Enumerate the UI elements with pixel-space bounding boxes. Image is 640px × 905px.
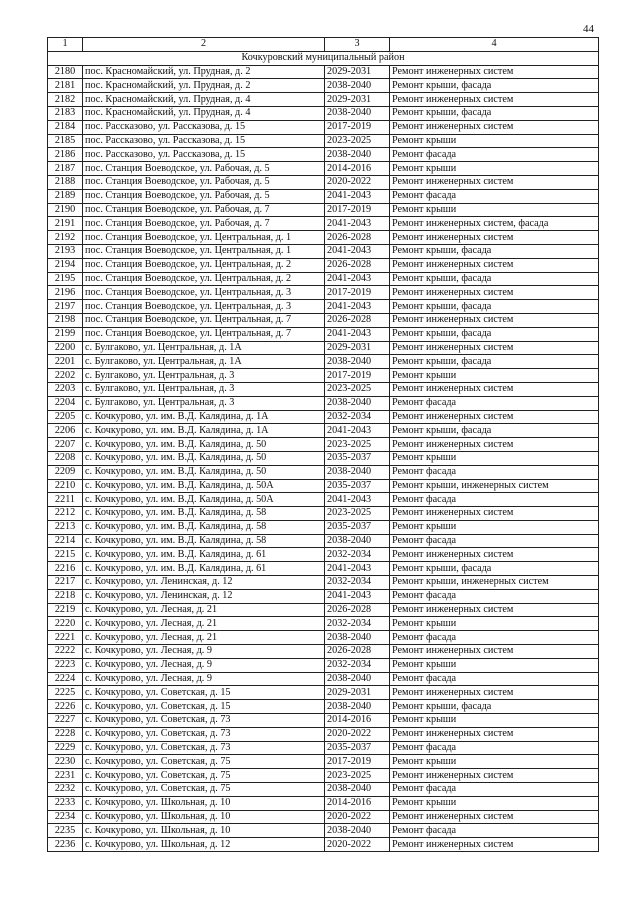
table-row xyxy=(48,451,599,465)
table-row xyxy=(48,631,599,645)
row-number: 2214 xyxy=(48,534,83,548)
period-cell: 2026-2028 xyxy=(325,645,390,659)
table-row xyxy=(48,286,599,300)
address-cell: с. Кочкурово, ул. Лесная, д. 9 xyxy=(83,672,325,686)
work-type-cell: Ремонт крыши, фасада xyxy=(390,79,599,93)
period-cell: 2032-2034 xyxy=(325,617,390,631)
row-number: 2228 xyxy=(48,727,83,741)
table-row xyxy=(48,810,599,824)
row-number: 2189 xyxy=(48,189,83,203)
work-type-cell: Ремонт крыши xyxy=(390,755,599,769)
table-row xyxy=(48,479,599,493)
period-cell: 2038-2040 xyxy=(325,106,390,120)
table-row xyxy=(48,548,599,562)
row-number: 2193 xyxy=(48,244,83,258)
column-header: 1 xyxy=(48,38,83,52)
section-title: Кочкуровский муниципальный район xyxy=(48,51,599,65)
period-cell: 2023-2025 xyxy=(325,507,390,521)
table-row xyxy=(48,244,599,258)
row-number: 2230 xyxy=(48,755,83,769)
work-type-cell: Ремонт крыши xyxy=(390,617,599,631)
address-cell: пос. Станция Воеводское, ул. Центральная, д. 1 xyxy=(83,231,325,245)
table-row xyxy=(48,562,599,576)
work-type-cell: Ремонт фасада xyxy=(390,493,599,507)
address-cell: пос. Рассказово, ул. Рассказова, д. 15 xyxy=(83,134,325,148)
address-cell: пос. Станция Воеводское, ул. Рабочая, д. 7 xyxy=(83,217,325,231)
work-type-cell: Ремонт инженерных систем xyxy=(390,410,599,424)
period-cell: 2038-2040 xyxy=(325,465,390,479)
work-type-cell: Ремонт крыши xyxy=(390,658,599,672)
address-cell: с. Кочкурово, ул. им. В.Д. Калядина, д. 1А xyxy=(83,424,325,438)
work-type-cell: Ремонт крыши, фасада xyxy=(390,327,599,341)
section-row xyxy=(48,51,599,65)
row-number: 2215 xyxy=(48,548,83,562)
table-row xyxy=(48,617,599,631)
work-type-cell: Ремонт фасада xyxy=(390,783,599,797)
work-type-cell: Ремонт крыши, фасада xyxy=(390,300,599,314)
row-number: 2202 xyxy=(48,369,83,383)
row-number: 2229 xyxy=(48,741,83,755)
work-type-cell: Ремонт крыши, фасада xyxy=(390,700,599,714)
work-type-cell: Ремонт крыши, фасада xyxy=(390,272,599,286)
work-type-cell: Ремонт фасада xyxy=(390,589,599,603)
table-row xyxy=(48,493,599,507)
work-type-cell: Ремонт инженерных систем xyxy=(390,438,599,452)
address-cell: с. Булгаково, ул. Центральная, д. 3 xyxy=(83,382,325,396)
row-number: 2192 xyxy=(48,231,83,245)
work-type-cell: Ремонт крыши xyxy=(390,134,599,148)
period-cell: 2023-2025 xyxy=(325,134,390,148)
row-number: 2223 xyxy=(48,658,83,672)
table-row xyxy=(48,465,599,479)
row-number: 2188 xyxy=(48,175,83,189)
address-cell: пос. Станция Воеводское, ул. Центральная, д. 1 xyxy=(83,244,325,258)
work-type-cell: Ремонт крыши xyxy=(390,714,599,728)
work-type-cell: Ремонт инженерных систем xyxy=(390,603,599,617)
table-row xyxy=(48,438,599,452)
address-cell: пос. Станция Воеводское, ул. Центральная, д. 3 xyxy=(83,286,325,300)
row-number: 2187 xyxy=(48,162,83,176)
work-type-cell: Ремонт крыши, инженерных систем xyxy=(390,576,599,590)
row-number: 2194 xyxy=(48,258,83,272)
work-type-cell: Ремонт инженерных систем xyxy=(390,548,599,562)
period-cell: 2038-2040 xyxy=(325,783,390,797)
work-type-cell: Ремонт крыши, фасада xyxy=(390,106,599,120)
address-cell: с. Кочкурово, ул. Ленинская, д. 12 xyxy=(83,576,325,590)
period-cell: 2029-2031 xyxy=(325,65,390,79)
period-cell: 2032-2034 xyxy=(325,548,390,562)
address-cell: с. Кочкурово, ул. Лесная, д. 21 xyxy=(83,631,325,645)
address-cell: пос. Станция Воеводское, ул. Рабочая, д. 5 xyxy=(83,162,325,176)
row-number: 2212 xyxy=(48,507,83,521)
table-row xyxy=(48,189,599,203)
repair-schedule-table xyxy=(47,37,599,852)
period-cell: 2038-2040 xyxy=(325,631,390,645)
work-type-cell: Ремонт инженерных систем xyxy=(390,286,599,300)
period-cell: 2023-2025 xyxy=(325,769,390,783)
period-cell: 2032-2034 xyxy=(325,658,390,672)
period-cell: 2014-2016 xyxy=(325,162,390,176)
table-row xyxy=(48,396,599,410)
address-cell: с. Кочкурово, ул. Лесная, д. 21 xyxy=(83,617,325,631)
period-cell: 2038-2040 xyxy=(325,824,390,838)
work-type-cell: Ремонт фасада xyxy=(390,824,599,838)
address-cell: с. Кочкурово, ул. им. В.Д. Калядина, д. 58 xyxy=(83,507,325,521)
row-number: 2222 xyxy=(48,645,83,659)
address-cell: с. Кочкурово, ул. Советская, д. 15 xyxy=(83,700,325,714)
row-number: 2198 xyxy=(48,313,83,327)
address-cell: с. Кочкурово, ул. им. В.Д. Калядина, д. 1А xyxy=(83,410,325,424)
address-cell: с. Кочкурово, ул. Советская, д. 75 xyxy=(83,755,325,769)
work-type-cell: Ремонт фасада xyxy=(390,148,599,162)
table-row xyxy=(48,576,599,590)
work-type-cell: Ремонт крыши, фасада xyxy=(390,355,599,369)
period-cell: 2041-2043 xyxy=(325,562,390,576)
address-cell: пос. Станция Воеводское, ул. Центральная, д. 2 xyxy=(83,258,325,272)
work-type-cell: Ремонт инженерных систем xyxy=(390,810,599,824)
period-cell: 2020-2022 xyxy=(325,175,390,189)
table-row xyxy=(48,672,599,686)
period-cell: 2026-2028 xyxy=(325,603,390,617)
address-cell: с. Кочкурово, ул. Школьная, д. 12 xyxy=(83,838,325,852)
period-cell: 2041-2043 xyxy=(325,244,390,258)
row-number: 2234 xyxy=(48,810,83,824)
row-number: 2199 xyxy=(48,327,83,341)
table-row xyxy=(48,162,599,176)
table-row xyxy=(48,507,599,521)
table-row xyxy=(48,424,599,438)
table-row xyxy=(48,658,599,672)
row-number: 2220 xyxy=(48,617,83,631)
work-type-cell: Ремонт фасада xyxy=(390,631,599,645)
work-type-cell: Ремонт фасада xyxy=(390,465,599,479)
table-row xyxy=(48,313,599,327)
row-number: 2236 xyxy=(48,838,83,852)
address-cell: с. Булгаково, ул. Центральная, д. 1А xyxy=(83,341,325,355)
row-number: 2233 xyxy=(48,796,83,810)
row-number: 2181 xyxy=(48,79,83,93)
address-cell: с. Кочкурово, ул. Школьная, д. 10 xyxy=(83,824,325,838)
work-type-cell: Ремонт инженерных систем xyxy=(390,838,599,852)
address-cell: с. Кочкурово, ул. Школьная, д. 10 xyxy=(83,796,325,810)
address-cell: пос. Красномайский, ул. Прудная, д. 2 xyxy=(83,65,325,79)
row-number: 2201 xyxy=(48,355,83,369)
work-type-cell: Ремонт крыши, фасада xyxy=(390,562,599,576)
period-cell: 2032-2034 xyxy=(325,410,390,424)
period-cell: 2023-2025 xyxy=(325,438,390,452)
work-type-cell: Ремонт инженерных систем xyxy=(390,175,599,189)
row-number: 2209 xyxy=(48,465,83,479)
address-cell: пос. Станция Воеводское, ул. Центральная, д. 3 xyxy=(83,300,325,314)
address-cell: с. Кочкурово, ул. Советская, д. 73 xyxy=(83,741,325,755)
work-type-cell: Ремонт инженерных систем, фасада xyxy=(390,217,599,231)
address-cell: пос. Станция Воеводское, ул. Центральная, д. 7 xyxy=(83,327,325,341)
table-row xyxy=(48,355,599,369)
row-number: 2235 xyxy=(48,824,83,838)
address-cell: с. Кочкурово, ул. Ленинская, д. 12 xyxy=(83,589,325,603)
row-number: 2219 xyxy=(48,603,83,617)
column-header: 3 xyxy=(325,38,390,52)
row-number: 2227 xyxy=(48,714,83,728)
table-row xyxy=(48,686,599,700)
row-number: 2210 xyxy=(48,479,83,493)
work-type-cell: Ремонт крыши xyxy=(390,451,599,465)
row-number: 2232 xyxy=(48,783,83,797)
address-cell: пос. Станция Воеводское, ул. Центральная, д. 7 xyxy=(83,313,325,327)
address-cell: с. Булгаково, ул. Центральная, д. 3 xyxy=(83,369,325,383)
address-cell: пос. Красномайский, ул. Прудная, д. 2 xyxy=(83,79,325,93)
table-row xyxy=(48,175,599,189)
row-number: 2197 xyxy=(48,300,83,314)
table-row xyxy=(48,382,599,396)
row-number: 2200 xyxy=(48,341,83,355)
work-type-cell: Ремонт фасада xyxy=(390,672,599,686)
table-row xyxy=(48,369,599,383)
table-row xyxy=(48,741,599,755)
row-number: 2184 xyxy=(48,120,83,134)
row-number: 2221 xyxy=(48,631,83,645)
table-row xyxy=(48,258,599,272)
table-row xyxy=(48,65,599,79)
address-cell: с. Кочкурово, ул. Советская, д. 75 xyxy=(83,769,325,783)
row-number: 2207 xyxy=(48,438,83,452)
table-row xyxy=(48,272,599,286)
row-number: 2191 xyxy=(48,217,83,231)
row-number: 2226 xyxy=(48,700,83,714)
work-type-cell: Ремонт крыши xyxy=(390,520,599,534)
table-row xyxy=(48,300,599,314)
address-cell: с. Кочкурово, ул. Советская, д. 73 xyxy=(83,727,325,741)
row-number: 2182 xyxy=(48,93,83,107)
work-type-cell: Ремонт инженерных систем xyxy=(390,313,599,327)
table-row xyxy=(48,217,599,231)
row-number: 2213 xyxy=(48,520,83,534)
work-type-cell: Ремонт инженерных систем xyxy=(390,341,599,355)
work-type-cell: Ремонт инженерных систем xyxy=(390,258,599,272)
period-cell: 2020-2022 xyxy=(325,810,390,824)
address-cell: пос. Станция Воеводское, ул. Рабочая, д. 7 xyxy=(83,203,325,217)
work-type-cell: Ремонт крыши xyxy=(390,203,599,217)
period-cell: 2035-2037 xyxy=(325,520,390,534)
address-cell: пос. Станция Воеводское, ул. Рабочая, д. 5 xyxy=(83,189,325,203)
period-cell: 2017-2019 xyxy=(325,120,390,134)
row-number: 2204 xyxy=(48,396,83,410)
column-number-row xyxy=(48,38,599,52)
table-row xyxy=(48,589,599,603)
row-number: 2231 xyxy=(48,769,83,783)
table-row xyxy=(48,796,599,810)
period-cell: 2041-2043 xyxy=(325,300,390,314)
period-cell: 2035-2037 xyxy=(325,479,390,493)
work-type-cell: Ремонт фасада xyxy=(390,534,599,548)
work-type-cell: Ремонт инженерных систем xyxy=(390,769,599,783)
period-cell: 2035-2037 xyxy=(325,451,390,465)
table-row xyxy=(48,520,599,534)
period-cell: 2026-2028 xyxy=(325,231,390,245)
period-cell: 2029-2031 xyxy=(325,341,390,355)
table-row xyxy=(48,769,599,783)
period-cell: 2017-2019 xyxy=(325,203,390,217)
period-cell: 2038-2040 xyxy=(325,148,390,162)
page-number: 44 xyxy=(583,23,594,35)
address-cell: с. Кочкурово, ул. им. В.Д. Калядина, д. 50А xyxy=(83,479,325,493)
period-cell: 2020-2022 xyxy=(325,727,390,741)
period-cell: 2017-2019 xyxy=(325,755,390,769)
row-number: 2211 xyxy=(48,493,83,507)
table-row xyxy=(48,93,599,107)
address-cell: с. Кочкурово, ул. Школьная, д. 10 xyxy=(83,810,325,824)
row-number: 2205 xyxy=(48,410,83,424)
address-cell: пос. Красномайский, ул. Прудная, д. 4 xyxy=(83,93,325,107)
table-row xyxy=(48,534,599,548)
row-number: 2190 xyxy=(48,203,83,217)
period-cell: 2041-2043 xyxy=(325,217,390,231)
table-row xyxy=(48,755,599,769)
work-type-cell: Ремонт инженерных систем xyxy=(390,93,599,107)
work-type-cell: Ремонт инженерных систем xyxy=(390,507,599,521)
work-type-cell: Ремонт инженерных систем xyxy=(390,686,599,700)
work-type-cell: Ремонт инженерных систем xyxy=(390,645,599,659)
work-type-cell: Ремонт инженерных систем xyxy=(390,65,599,79)
row-number: 2217 xyxy=(48,576,83,590)
row-number: 2185 xyxy=(48,134,83,148)
address-cell: пос. Красномайский, ул. Прудная, д. 4 xyxy=(83,106,325,120)
table-row xyxy=(48,603,599,617)
table-row xyxy=(48,838,599,852)
table-row xyxy=(48,341,599,355)
period-cell: 2041-2043 xyxy=(325,589,390,603)
address-cell: с. Кочкурово, ул. Лесная, д. 9 xyxy=(83,658,325,672)
period-cell: 2017-2019 xyxy=(325,369,390,383)
work-type-cell: Ремонт фасада xyxy=(390,741,599,755)
table-row xyxy=(48,727,599,741)
work-type-cell: Ремонт инженерных систем xyxy=(390,231,599,245)
address-cell: с. Кочкурово, ул. им. В.Д. Калядина, д. 61 xyxy=(83,562,325,576)
period-cell: 2041-2043 xyxy=(325,189,390,203)
address-cell: с. Кочкурово, ул. им. В.Д. Калядина, д. 50 xyxy=(83,438,325,452)
table-row xyxy=(48,106,599,120)
period-cell: 2038-2040 xyxy=(325,672,390,686)
work-type-cell: Ремонт крыши, фасада xyxy=(390,424,599,438)
address-cell: с. Булгаково, ул. Центральная, д. 1А xyxy=(83,355,325,369)
period-cell: 2020-2022 xyxy=(325,838,390,852)
table-row xyxy=(48,327,599,341)
work-type-cell: Ремонт крыши, инженерных систем xyxy=(390,479,599,493)
work-type-cell: Ремонт фасада xyxy=(390,189,599,203)
table-row xyxy=(48,120,599,134)
row-number: 2203 xyxy=(48,382,83,396)
period-cell: 2038-2040 xyxy=(325,396,390,410)
row-number: 2186 xyxy=(48,148,83,162)
period-cell: 2029-2031 xyxy=(325,686,390,700)
row-number: 2183 xyxy=(48,106,83,120)
period-cell: 2017-2019 xyxy=(325,286,390,300)
address-cell: с. Кочкурово, ул. им. В.Д. Калядина, д. 58 xyxy=(83,520,325,534)
period-cell: 2035-2037 xyxy=(325,741,390,755)
address-cell: пос. Станция Воеводское, ул. Рабочая, д. 5 xyxy=(83,175,325,189)
period-cell: 2041-2043 xyxy=(325,424,390,438)
address-cell: с. Кочкурово, ул. им. В.Д. Калядина, д. 58 xyxy=(83,534,325,548)
work-type-cell: Ремонт инженерных систем xyxy=(390,382,599,396)
address-cell: с. Кочкурово, ул. Лесная, д. 9 xyxy=(83,645,325,659)
table-row xyxy=(48,231,599,245)
work-type-cell: Ремонт крыши xyxy=(390,796,599,810)
address-cell: с. Булгаково, ул. Центральная, д. 3 xyxy=(83,396,325,410)
period-cell: 2014-2016 xyxy=(325,796,390,810)
work-type-cell: Ремонт инженерных систем xyxy=(390,120,599,134)
period-cell: 2038-2040 xyxy=(325,355,390,369)
address-cell: с. Кочкурово, ул. им. В.Д. Калядина, д. 50 xyxy=(83,451,325,465)
address-cell: с. Кочкурово, ул. Советская, д. 75 xyxy=(83,783,325,797)
table-row xyxy=(48,824,599,838)
period-cell: 2026-2028 xyxy=(325,313,390,327)
period-cell: 2038-2040 xyxy=(325,700,390,714)
column-header: 4 xyxy=(390,38,599,52)
table-row xyxy=(48,700,599,714)
work-type-cell: Ремонт крыши, фасада xyxy=(390,244,599,258)
table-row xyxy=(48,79,599,93)
table-row xyxy=(48,645,599,659)
address-cell: с. Кочкурово, ул. Советская, д. 15 xyxy=(83,686,325,700)
row-number: 2196 xyxy=(48,286,83,300)
period-cell: 2038-2040 xyxy=(325,79,390,93)
address-cell: с. Кочкурово, ул. Советская, д. 73 xyxy=(83,714,325,728)
table-row xyxy=(48,203,599,217)
table-row xyxy=(48,410,599,424)
row-number: 2224 xyxy=(48,672,83,686)
table-row xyxy=(48,714,599,728)
table-row xyxy=(48,783,599,797)
row-number: 2218 xyxy=(48,589,83,603)
work-type-cell: Ремонт крыши xyxy=(390,162,599,176)
work-type-cell: Ремонт инженерных систем xyxy=(390,727,599,741)
period-cell: 2029-2031 xyxy=(325,93,390,107)
address-cell: с. Кочкурово, ул. Лесная, д. 21 xyxy=(83,603,325,617)
period-cell: 2041-2043 xyxy=(325,493,390,507)
row-number: 2208 xyxy=(48,451,83,465)
period-cell: 2041-2043 xyxy=(325,272,390,286)
row-number: 2206 xyxy=(48,424,83,438)
row-number: 2195 xyxy=(48,272,83,286)
period-cell: 2026-2028 xyxy=(325,258,390,272)
column-header: 2 xyxy=(83,38,325,52)
address-cell: пос. Рассказово, ул. Рассказова, д. 15 xyxy=(83,148,325,162)
address-cell: с. Кочкурово, ул. им. В.Д. Калядина, д. 61 xyxy=(83,548,325,562)
table-row xyxy=(48,148,599,162)
address-cell: с. Кочкурово, ул. им. В.Д. Калядина, д. 50 xyxy=(83,465,325,479)
period-cell: 2032-2034 xyxy=(325,576,390,590)
address-cell: пос. Станция Воеводское, ул. Центральная, д. 2 xyxy=(83,272,325,286)
period-cell: 2014-2016 xyxy=(325,714,390,728)
work-type-cell: Ремонт крыши xyxy=(390,369,599,383)
table-row xyxy=(48,134,599,148)
row-number: 2225 xyxy=(48,686,83,700)
period-cell: 2023-2025 xyxy=(325,382,390,396)
row-number: 2180 xyxy=(48,65,83,79)
period-cell: 2038-2040 xyxy=(325,534,390,548)
period-cell: 2041-2043 xyxy=(325,327,390,341)
row-number: 2216 xyxy=(48,562,83,576)
address-cell: с. Кочкурово, ул. им. В.Д. Калядина, д. 50А xyxy=(83,493,325,507)
work-type-cell: Ремонт фасада xyxy=(390,396,599,410)
address-cell: пос. Рассказово, ул. Рассказова, д. 15 xyxy=(83,120,325,134)
